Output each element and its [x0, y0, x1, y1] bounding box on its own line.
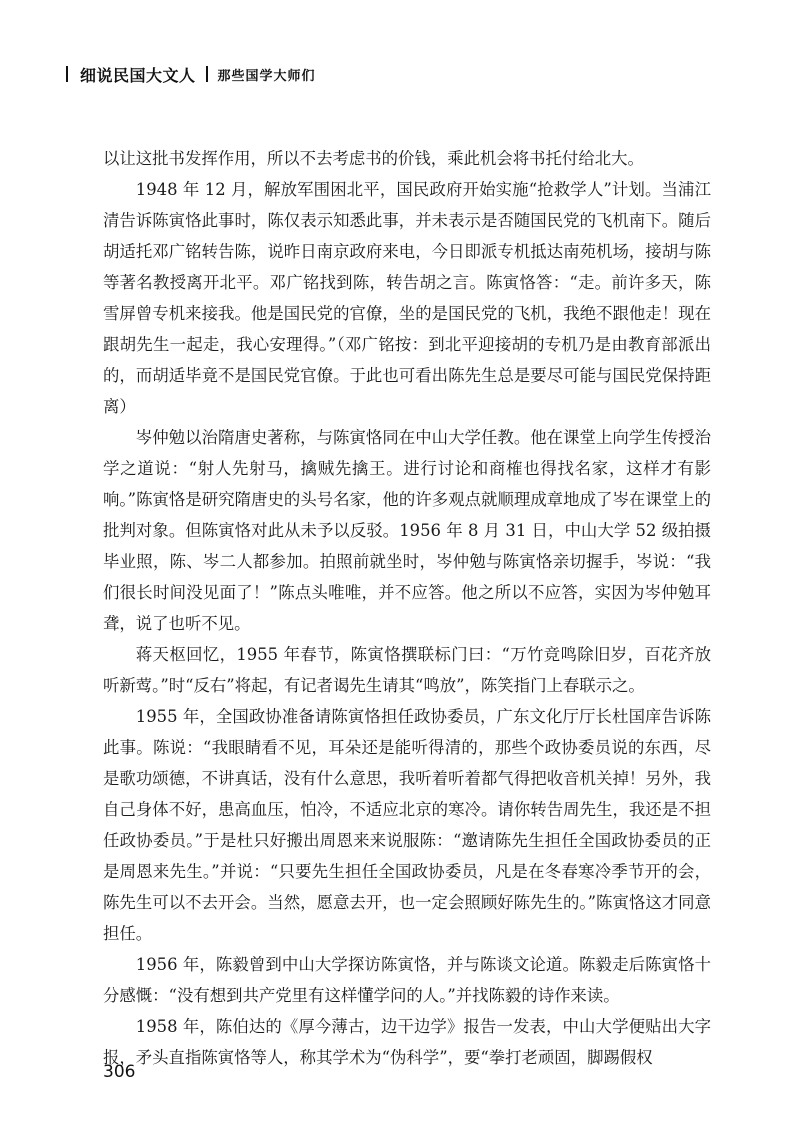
paragraph: 岑仲勉以治隋唐史著称，与陈寅恪同在中山大学任教。他在课堂上向学生传授治学之道说：“射人先射马，擒贼先擒王。进行讨论和商榷也得找名家，这样才有影响。”陈寅恪是研究隋唐史的头号名家，他的许多观点就顺理成章地成了岑在课堂上的批判对象。但陈寅恪对此从未予以反驳。1956 年 8 月 31 日，中山大学 52 级拍摄毕业照，陈、岑二人都参加。拍照前就坐时，岑仲勉与陈寅恪亲切握手，岑说：“我们很长时间没见面了！”陈点头唯唯，并不应答。他之所以不应答，实因为岑仲勉耳聋，说了也听不见。	[103, 428, 711, 633]
page-number: 306	[103, 1062, 136, 1082]
section-title: 那些国学大师们	[217, 68, 316, 84]
header-divider-mid	[206, 66, 208, 82]
paragraph: 1955 年，全国政协准备请陈寅恪担任政协委员，广东文化厅厅长杜国庠告诉陈此事。陈说：“我眼睛看不见，耳朵还是能听得清的，那些个政协委员说的东西，尽是歌功颂德，不讲真话，没有什么意思，我听着听着都气得把收音机关掉！另外，我自己身体不好，患高血压，怕冷，不适应北京的寒冷。请你转告周先生，我还是不担任政协委员。”于是杜只好搬出周恩来来说服陈：“邀请陈先生担任全国政协委员的正是周恩来先生。”并说：“只要先生担任全国政协委员，凡是在冬春寒冷季节开的会，陈先生可以不去开会。当然，愿意去开，也一定会照顾好陈先生的。”陈寅恪这才同意担任。	[103, 707, 711, 943]
paragraph: 1958 年，陈伯达的《厚今薄古，边干边学》报告一发表，中山大学便贴出大字报，矛头直指陈寅恪等人，称其学术为“伪科学”，要“拳打老顽固，脚踢假权	[103, 1017, 711, 1067]
header-divider-left	[66, 66, 68, 82]
body-text	[103, 143, 711, 1073]
paragraph: 1948 年 12 月，解放军围困北平，国民政府开始实施“抢救学人”计划。当浦江清告诉陈寅恪此事时，陈仅表示知悉此事，并未表示是否随国民党的飞机南下。随后胡适托邓广铭转告陈，说昨日南京政府来电，今日即派专机抵达南苑机场，接胡与陈等著名教授离开北平。邓广铭找到陈，转告胡之言。陈寅恪答：“走。前许多天，陈雪屏曾专机来接我。他是国民党的官僚，坐的是国民党的飞机，我绝不跟他走！现在跟胡先生一起走，我心安理得。”（邓广铭按：到北平迎接胡的专机乃是由教育部派出的，而胡适毕竟不是国民党官僚。于此也可看出陈先生总是要尽可能与国民党保持距离）	[103, 180, 711, 416]
book-title: 细说民国大文人	[80, 65, 196, 85]
running-head	[66, 62, 316, 86]
paragraph-continued: 以让这批书发挥作用，所以不去考虑书的价钱，乘此机会将书托付给北大。	[103, 149, 644, 168]
paragraph: 1956 年，陈毅曾到中山大学探访陈寅恪，并与陈谈文论道。陈毅走后陈寅恪十分感慨：“没有想到共产党里有这样懂学问的人。”并找陈毅的诗作来读。	[103, 955, 711, 1005]
paragraph: 蒋天枢回忆，1955 年春节，陈寅恪撰联标门曰：“万竹竞鸣除旧岁，百花齐放听新莺。”时“反右”将起，有记者谒先生请其“鸣放”，陈笑指门上春联示之。	[103, 645, 711, 695]
